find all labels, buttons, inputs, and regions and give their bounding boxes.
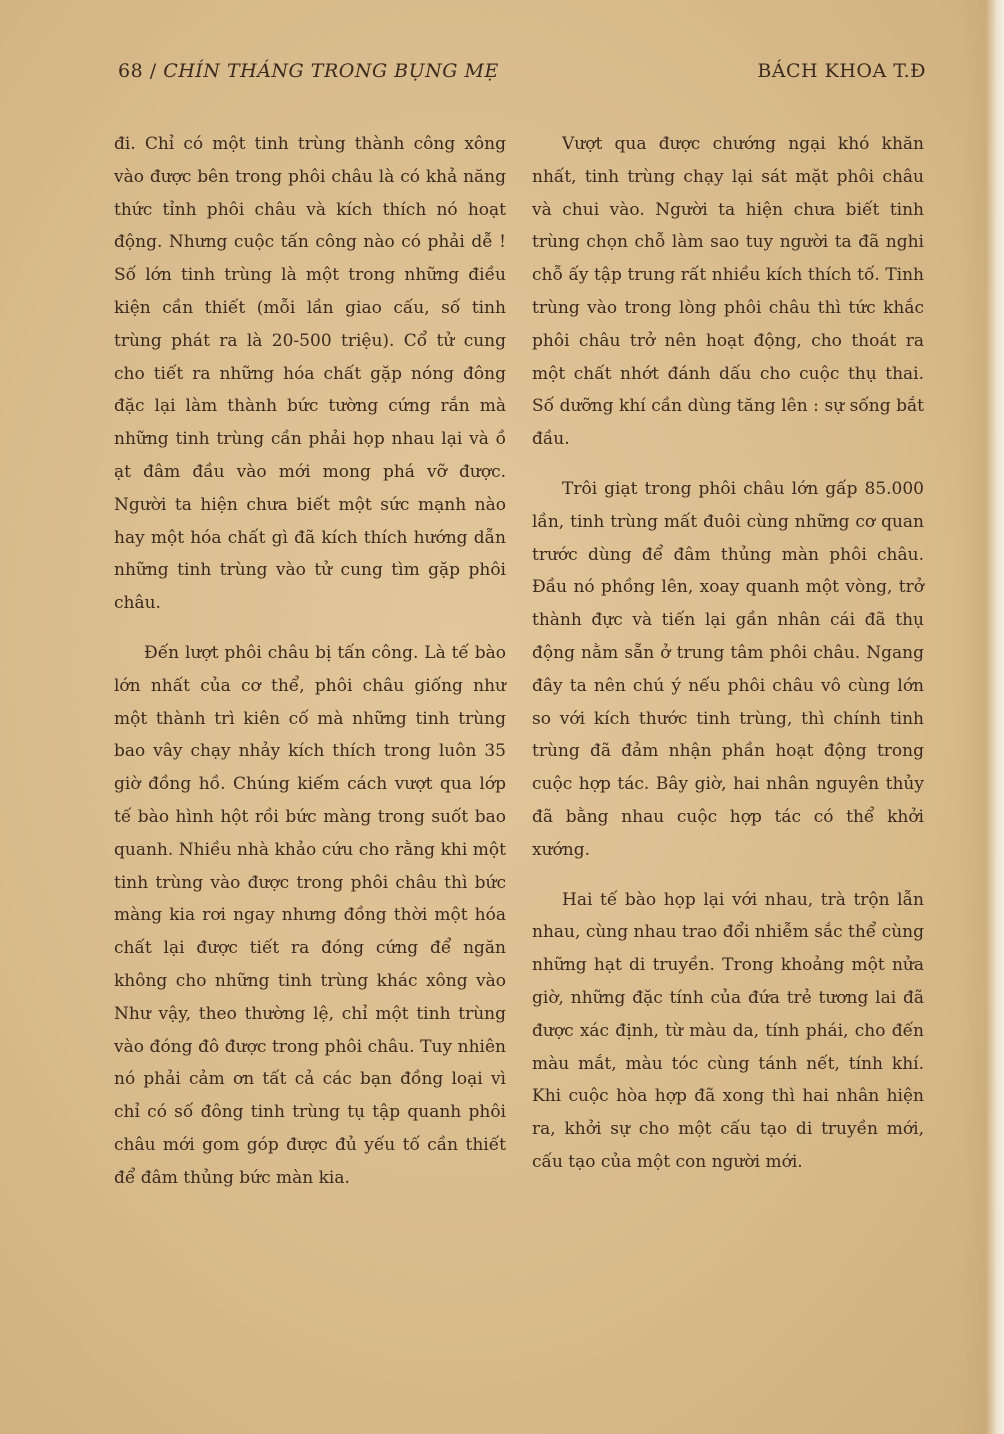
left-paragraph-2: Đến lượt phôi châu bị tấn công. Là tế bào lớn nhất của cơ thể, phôi châu giống như một thành trì kiên cố mà những tinh trùng bao vây chạy nhảy kích thích trong luôn 35 giờ đồng hồ. Chúng kiếm cách vượt qua lớp tế bào hình hột rồi bức màng trong suốt bao quanh. Nhiều nhà khảo cứu cho rằng khi một tinh trùng vào được trong phôi châu thì bức màng kia rơi ngay nhưng đồng thời một hóa chất lại được tiết ra đóng cứng để ngăn không cho những tinh trùng khác xông vào Như vậy, theo thường lệ, chỉ một tinh trùng vào đóng đô được trong phôi châu. Tuy nhiên nó phải cảm ơn tất cả các bạn đồng loại vì chỉ có số đông tinh trùng tụ tập quanh phôi châu mới gom góp được đủ yếu tố cần thiết để đâm thủng bức màn kia. xyxy=(114,642,506,1188)
page-edge xyxy=(958,0,1004,1434)
header-left xyxy=(118,60,499,82)
running-header xyxy=(118,60,926,90)
book-title: CHÍN THÁNG TRONG BỤNG MẸ xyxy=(163,60,499,82)
right-paragraph-1: Vượt qua được chướng ngại khó khăn nhất, tinh trùng chạy lại sát mặt phôi châu và chui vào. Người ta hiện chưa biết tinh trùng chọn chỗ làm sao tuy người ta đã nghi chỗ ấy tập trung rất nhiều kích thích tố. Tinh trùng vào trong lòng phôi châu thì tức khắc phôi châu trở nên hoạt động, cho thoát ra một chất nhớt đánh dấu cho cuộc thụ thai. Số dưỡng khí cần dùng tăng lên : sự sống bắt đầu. xyxy=(532,134,924,450)
right-paragraph-2: Trôi giạt trong phôi châu lớn gấp 85.000 lần, tinh trùng mất đuôi cùng những cơ quan trước dùng để đâm thủng màn phôi châu. Đầu nó phồng lên, xoay quanh một vòng, trở thành đực và tiến lại gần nhân cái đã thụ động nằm sẵn ở trung tâm phôi châu. Ngang đây ta nên chú ý nếu phôi châu vô cùng lớn so với kích thước tinh trùng, thì chính tinh trùng đã đảm nhận phần hoạt động trong cuộc hợp tác. Bây giờ, hai nhân nguyên thủy đã bằng nhau cuộc hợp tác có thể khởi xướng. xyxy=(532,478,924,860)
right-paragraph-3: Hai tế bào họp lại với nhau, trà trộn lẫn nhau, cùng nhau trao đổi nhiễm sắc thể cùng những hạt di truyền. Trong khoảng một nửa giờ, những đặc tính của đứa trẻ tương lai đã được xác định, từ màu da, tính phái, cho đến màu mắt, màu tóc cùng tánh nết, tính khí. Khi cuộc hòa hợp đã xong thì hai nhân hiện ra, khởi sự cho một cấu tạo di truyền mới, cấu tạo của một con người mới. xyxy=(532,889,924,1172)
right-column xyxy=(532,128,924,1179)
left-paragraph-1: đi. Chỉ có một tinh trùng thành công xông vào được bên trong phôi châu là có khả năng thức tỉnh phôi châu và kích thích nó hoạt động. Nhưng cuộc tấn công nào có phải dễ ! Số lớn tinh trùng là một trong những điều kiện cần thiết (mỗi lần giao cấu, số tinh trùng phát ra là 20-500 triệu). Cổ tử cung cho tiết ra những hóa chất gặp nóng đông đặc lại làm thành bức tường cứng rắn mà những tinh trùng cần phải họp nhau lại và ồ ạt đâm đầu vào mới mong phá vỡ được. Người ta hiện chưa biết một sức mạnh nào hay một hóa chất gì đã kích thích hướng dẫn những tinh trùng vào tử cung tìm gặp phôi châu. xyxy=(114,134,506,614)
header-separator: / xyxy=(149,60,157,82)
left-column xyxy=(114,128,506,1195)
publication-name: BÁCH KHOA T.Đ xyxy=(757,60,926,82)
page-number: 68 xyxy=(118,60,144,82)
